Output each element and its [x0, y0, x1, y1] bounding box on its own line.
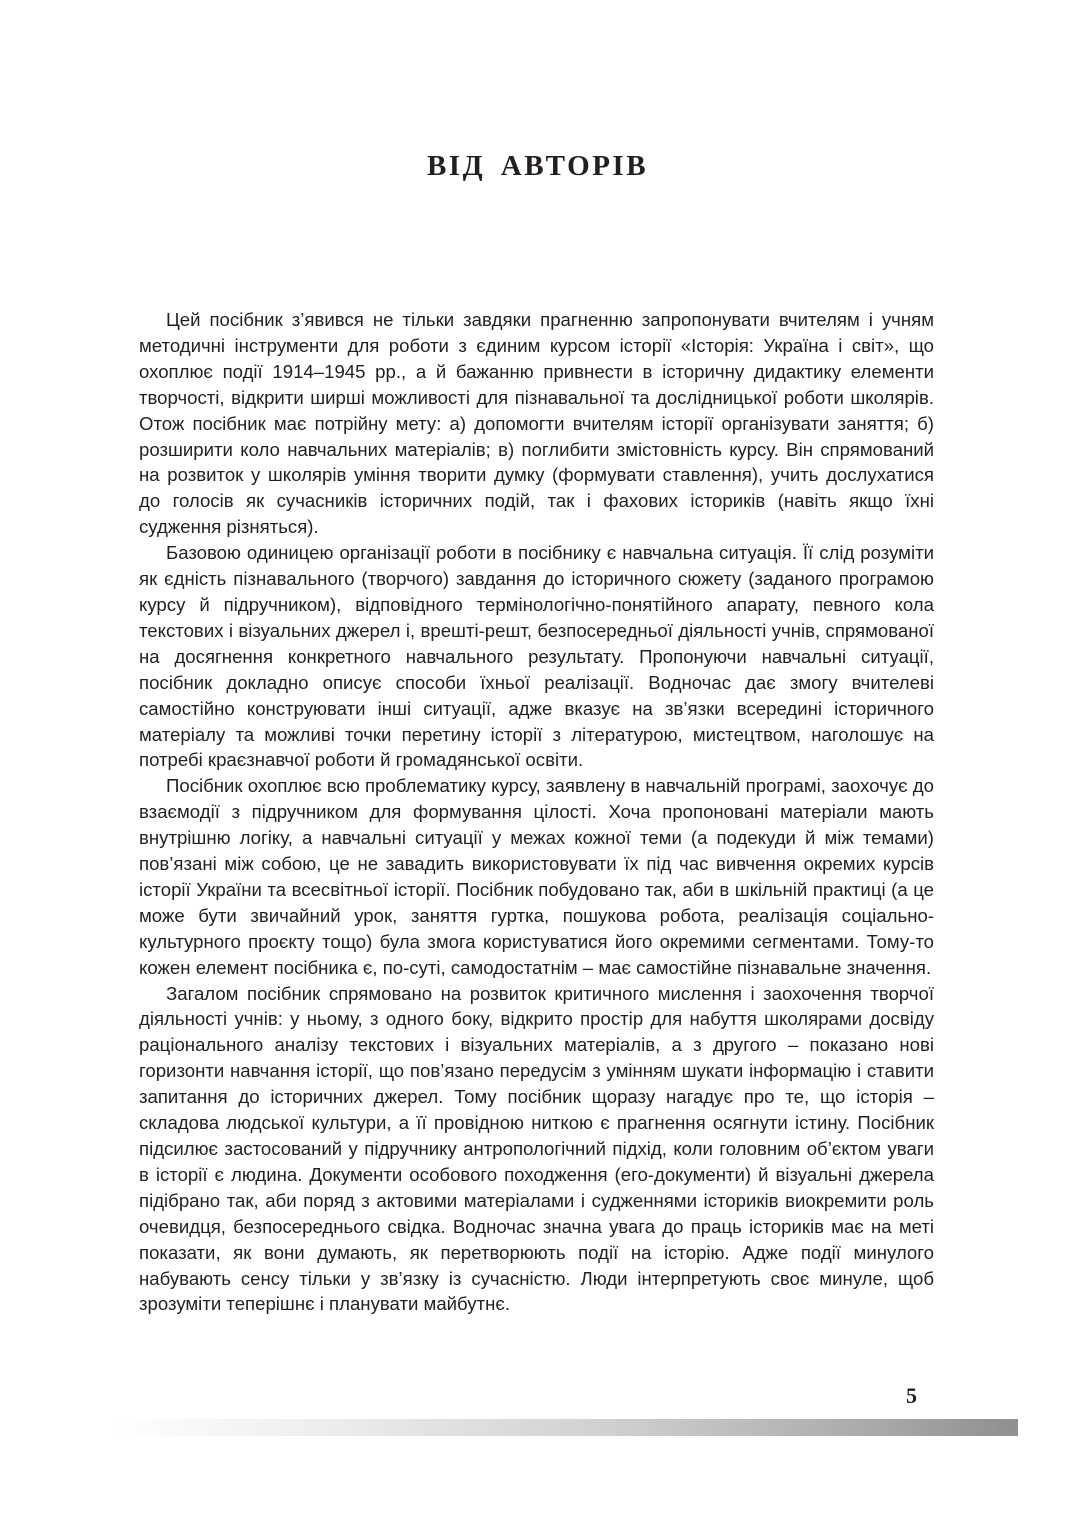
footer-gradient-bar [112, 1419, 1018, 1436]
page-number: 5 [906, 1383, 917, 1408]
paragraph-2: Базовою одиницею організації роботи в посібнику є навчальна ситуація. Її слід розуміти як єдність пізнавального (творчого) завдання до історичного сюжету (заданого програмою курсу й підручником), відповідного термінологічно-понятійного апарату, певного кола текстових і візуальних джерел і, врешті-решт, безпосередньої діяльності учнів, спрямованої на досягнення конкретного навчального результату. Пропонуючи навчальні ситуації, посібник докладно описує способи їхньої реалізації. Водночас дає змогу вчителеві самостійно конструювати інші ситуації, адже вказує на зв’язки всередині історичного матеріалу та можливі точки перетину історії з літературою, мистецтвом, наголошує на потребі краєзнавчої роботи й громадянської освіти. [139, 542, 934, 771]
page-title: ВІД АВТОРІВ [426, 150, 649, 182]
body-text [139, 307, 934, 1317]
paragraph-1: Цей посібник з’явився не тільки завдяки прагненню запропонувати вчителям і учням методичні інструменти для роботи з єдиним курсом історії «Історія: Україна і світ», що охоплює події 1914–1945 рр., а й бажанню привнести в історичну дидактику елементи творчості, відкрити ширші можливості для пізнавальної та дослідницької роботи школярів. Отож посібник має потрійну мету: а) допомогти вчителям історії організувати заняття; б) розширити коло навчальних матеріалів; в) поглибити змістовність курсу. Він спрямований на розвиток у школярів уміння творити думку (формувати ставлення), учить дослухатися до голосів як сучасників історичних подій, так і фахових істориків (навіть якщо їхні судження різняться). [139, 309, 934, 538]
paragraph-3: Посібник охоплює всю проблематику курсу, заявлену в навчальній програмі, заохочує до взаємодії з підручником для формування цілості. Хоча пропоновані матеріали мають внутрішню логіку, а навчальні ситуації у межах кожної теми (а подекуди й між темами) пов’язані між собою, це не завадить використовувати їх під час вивчення окремих курсів історії України та всесвітньої історії. Посібник побудовано так, аби в шкільній практиці (а це може бути звичайний урок, заняття гуртка, пошукова робота, реалізація соціально-культурного проєкту тощо) була змога користуватися його окремими сегментами. Тому-то кожен елемент посібника є, по-суті, самодостатнім – має самостійне пізнавальне значення. [139, 775, 934, 978]
paragraph-4: Загалом посібник спрямовано на розвиток критичного мислення і заохочення творчої діяльності учнів: у ньому, з одного боку, відкрито простір для набуття школярами досвіду раціонального аналізу текстових і візуальних матеріалів, а з другого – показано нові горизонти навчання історії, що пов’язано передусім з умінням шукати інформацію і ставити запитання до історичних джерел. Тому посібник щоразу нагадує про те, що історія – складова людської культури, а її провідною ниткою є прагнення осягнути істину. Посібник підсилює застосований у підручнику антропологічний підхід, коли головним об’єктом уваги в історії є людина. Документи особового походження (его-документи) й візуальні джерела підібрано так, аби поряд з актовими матеріалами і судженнями істориків виокремити роль очевидця, безпосереднього свідка. Водночас значна увага до праць істориків має на меті показати, як вони думають, як перетворюють події на історію. Адже події минулого набувають сенсу тільки у зв’язку із сучасністю. Люди інтерпретують своє минуле, щоб зрозуміти теперішнє і планувати майбутнє. [139, 982, 934, 1315]
